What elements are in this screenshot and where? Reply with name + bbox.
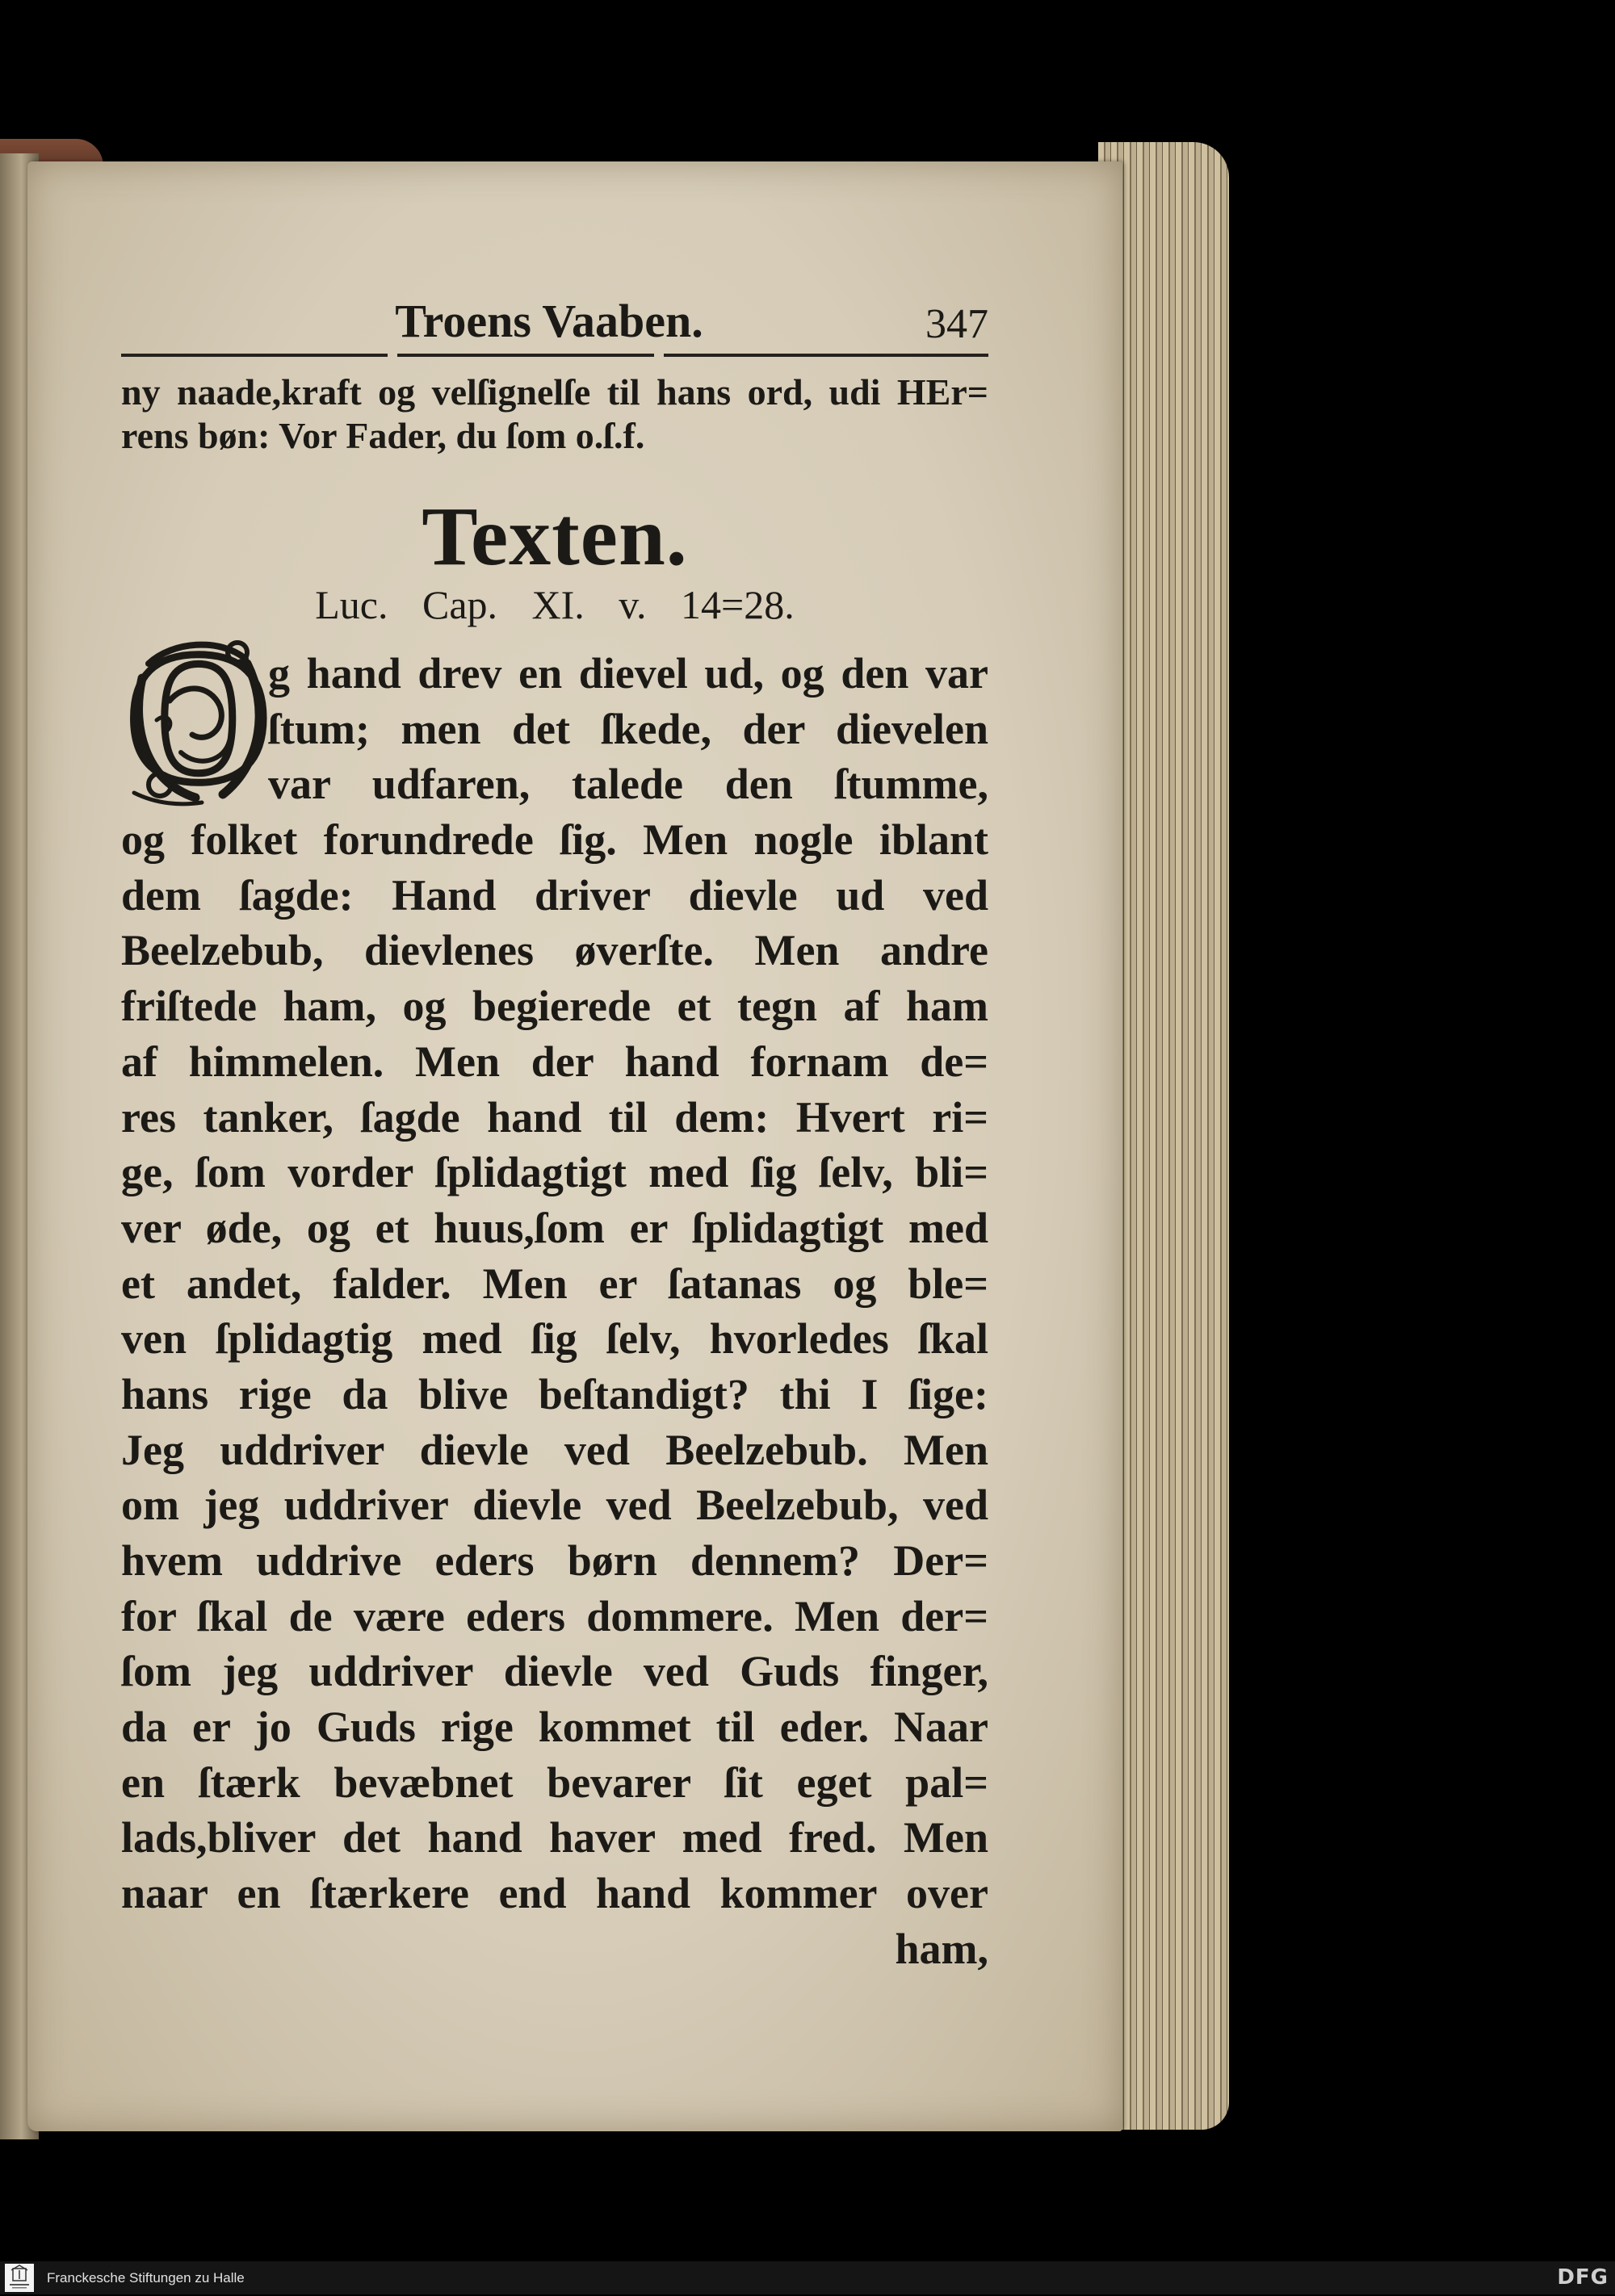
intro-line: ny naade,kraft og velſignelſe til hans ord, udi HEr= <box>121 371 988 413</box>
running-title: Troens Vaaben. <box>395 295 703 347</box>
body-line: af himmelen. Men der hand fornam de= <box>121 1037 988 1086</box>
body-line: ver øde, og et huus,ſom er ſplidagtigt med <box>121 1203 988 1252</box>
drop-cap-letter: O <box>124 612 273 823</box>
page-number: 347 <box>925 301 988 347</box>
body-line: ſtum; men det ſkede, der dievelen <box>268 704 988 753</box>
body-line: om jeg uddriver dievle ved Beelzebub, ved <box>121 1481 988 1530</box>
body-line: da er jo Guds rige kommet til eder. Naar <box>121 1703 988 1752</box>
dfg-logo: DFG <box>1557 2265 1609 2290</box>
body-line: ſom jeg uddriver dievle ved Guds finger, <box>121 1647 988 1696</box>
body-line: ven ſplidagtig med ſig ſelv, hvorledes ſkal <box>121 1314 988 1364</box>
body-line: et andet, falder. Men er ſatanas og ble= <box>121 1259 988 1308</box>
catchword: ham, <box>895 1924 988 1973</box>
header-rule <box>121 354 988 357</box>
intro-line: rens bøn: Vor Fader, du ſom o.ſ.f. <box>121 415 645 456</box>
body-line: ge, ſom vorder ſplidagtigt med ſig ſelv, bli= <box>121 1148 988 1197</box>
body-line: g hand drev en dievel ud, og den var <box>268 649 988 698</box>
body-line: Beelzebub, dievlenes øverſte. Men andre <box>121 926 988 975</box>
body-line: var udfaren, talede den ſtumme, <box>268 760 988 809</box>
body-line: friſtede ham, og begierede et tegn af ham <box>121 982 988 1031</box>
body-line: naar en ſtærkere end hand kommer over <box>121 1869 988 1918</box>
body-line: hans rige da blive beſtandigt? thi I ſige: <box>121 1369 988 1418</box>
franckesche-stiftungen-emblem-icon <box>5 2264 34 2292</box>
body-text <box>121 646 988 1977</box>
body-line: lads,bliver det hand haver med fred. Men <box>121 1813 988 1862</box>
body-line: og folket forundrede ſig. Men nogle iblant <box>121 815 988 865</box>
scripture-reference: Luc. Cap. XI. v. 14=28. <box>315 582 795 627</box>
footer-bar <box>0 2261 1615 2294</box>
body-line: Jeg uddriver dievle ved Beelzebub. Men <box>121 1425 988 1474</box>
section-title: Texten. <box>422 490 688 583</box>
body-line: res tanker, ſagde hand til dem: Hvert ri= <box>121 1092 988 1142</box>
institution-name: Franckesche Stiftungen zu Halle <box>47 2270 245 2286</box>
body-line: hvem uddrive eders børn dennem? Der= <box>121 1536 988 1585</box>
body-line: for ſkal de være eders dommere. Men der= <box>121 1591 988 1640</box>
body-line: en ſtærk bevæbnet bevarer ſit eget pal= <box>121 1758 988 1807</box>
body-line: dem ſagde: Hand driver dievle ud ved <box>121 870 988 920</box>
